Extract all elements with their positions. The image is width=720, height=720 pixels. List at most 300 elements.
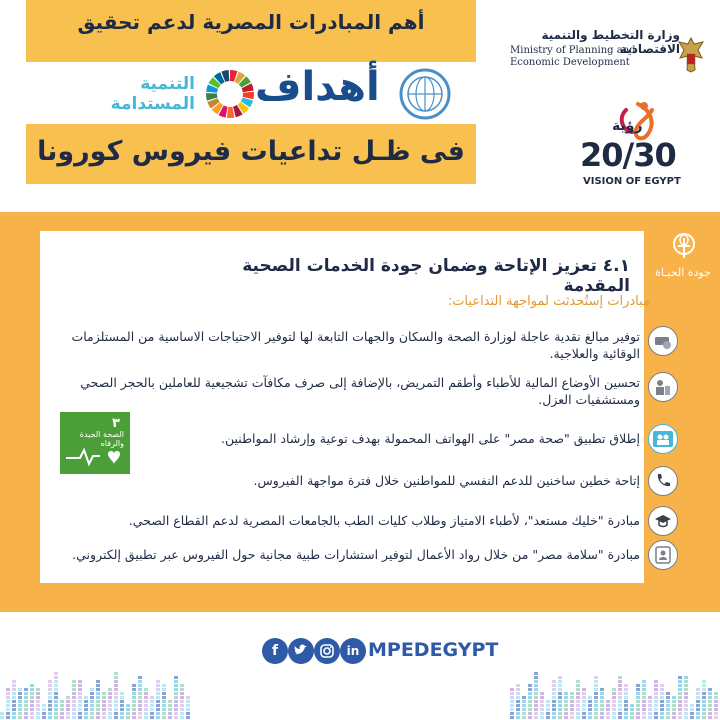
- equalizer-bar: [6, 688, 10, 691]
- equalizer-bar: [612, 716, 616, 719]
- equalizer-bar: [654, 700, 658, 703]
- equalizer-bar: [6, 716, 10, 719]
- equalizer-bar: [576, 704, 580, 707]
- equalizer-bar: [684, 676, 688, 679]
- equalizer-bar: [84, 708, 88, 711]
- equalizer-bar: [516, 712, 520, 715]
- equalizer-bar: [66, 716, 70, 719]
- equalizer-bar: [600, 700, 604, 703]
- equalizer-bar: [132, 704, 136, 707]
- equalizer-bar: [654, 696, 658, 699]
- equalizer-bar: [174, 708, 178, 711]
- equalizer-bar: [546, 704, 550, 707]
- equalizer-bar: [588, 696, 592, 699]
- equalizer-bar: [696, 696, 700, 699]
- equalizer-bar: [558, 692, 562, 695]
- equalizer-bar: [132, 688, 136, 691]
- equalizer-bar: [528, 700, 532, 703]
- equalizer-bar: [180, 688, 184, 691]
- equalizer-bar: [90, 696, 94, 699]
- sdg-title: [95, 74, 195, 114]
- equalizer-bar: [648, 696, 652, 699]
- equalizer-bar: [132, 696, 136, 699]
- equalizer-bar: [114, 716, 118, 719]
- equalizer-bar: [540, 692, 544, 695]
- equalizer-bar: [102, 712, 106, 715]
- equalizer-bar: [642, 684, 646, 687]
- equalizer-bar: [552, 688, 556, 691]
- equalizer-bar: [648, 708, 652, 711]
- equalizer-bar: [624, 708, 628, 711]
- equalizer-bar: [114, 708, 118, 711]
- equalizer-bar: [48, 692, 52, 695]
- equalizer-bar: [666, 716, 670, 719]
- equalizer-bar: [660, 696, 664, 699]
- equalizer-bar: [162, 684, 166, 687]
- equalizer-bar: [186, 708, 190, 711]
- equalizer-bar: [102, 700, 106, 703]
- equalizer-bar: [144, 704, 148, 707]
- equalizer-bar: [156, 708, 160, 711]
- equalizer-bar: [168, 704, 172, 707]
- equalizer-bar: [624, 700, 628, 703]
- equalizer-bar: [144, 708, 148, 711]
- equalizer-bar: [510, 704, 514, 707]
- equalizer-bar: [582, 712, 586, 715]
- equalizer-bar: [702, 716, 706, 719]
- equalizer-bar: [516, 708, 520, 711]
- equalizer-bar: [72, 700, 76, 703]
- equalizer-bar: [534, 692, 538, 695]
- equalizer-bar: [576, 716, 580, 719]
- initiative-item-4: إتاحة خطين ساخنين للدعم النفسي للمواطنين خلال فترة مواجهة الفيروس.: [253, 473, 640, 488]
- equalizer-bar: [630, 712, 634, 715]
- equalizer-bar: [546, 712, 550, 715]
- social-handle[interactable]: MPEDEGYPT: [368, 639, 499, 661]
- equalizer-bar: [528, 688, 532, 691]
- equalizer-bar: [624, 716, 628, 719]
- equalizer-bar: [534, 704, 538, 707]
- equalizer-bar: [552, 700, 556, 703]
- equalizer-bar: [570, 712, 574, 715]
- equalizer-bar: [714, 704, 718, 707]
- sdg-wheel-icon: [206, 70, 254, 118]
- money-icon: [648, 326, 678, 356]
- equalizer-bar: [162, 700, 166, 703]
- sdg-goal-number: ٣: [112, 416, 120, 431]
- vision-label-en: VISION OF EGYPT: [583, 176, 681, 187]
- equalizer-bar: [702, 712, 706, 715]
- equalizer-bar: [702, 692, 706, 695]
- equalizer-bar: [168, 708, 172, 711]
- equalizer-bar: [570, 708, 574, 711]
- equalizer-bar: [18, 712, 22, 715]
- equalizer-bar: [78, 688, 82, 691]
- equalizer-bar: [6, 712, 10, 715]
- equalizer-bar: [168, 712, 172, 715]
- equalizer-bar: [618, 716, 622, 719]
- equalizer-bar: [162, 708, 166, 711]
- equalizer-bar: [666, 708, 670, 711]
- equalizer-bar: [114, 672, 118, 675]
- equalizer-bar: [660, 716, 664, 719]
- equalizer-bar: [114, 680, 118, 683]
- equalizer-bar: [702, 684, 706, 687]
- equalizer-bar: [174, 680, 178, 683]
- equalizer-bar: [126, 712, 130, 715]
- equalizer-bar: [18, 696, 22, 699]
- equalizer-bar: [174, 688, 178, 691]
- equalizer-bar: [78, 680, 82, 683]
- equalizer-bar: [162, 692, 166, 695]
- equalizer-bar: [516, 688, 520, 691]
- equalizer-bar: [138, 692, 142, 695]
- equalizer-bar: [528, 704, 532, 707]
- equalizer-bar: [588, 704, 592, 707]
- equalizer-bar: [516, 696, 520, 699]
- equalizer-bar: [144, 688, 148, 691]
- equalizer-bar: [48, 680, 52, 683]
- equalizer-bar: [180, 700, 184, 703]
- equalizer-bar: [600, 704, 604, 707]
- equalizer-bar: [516, 684, 520, 687]
- equalizer-bar: [672, 712, 676, 715]
- equalizer-bar: [180, 692, 184, 695]
- equalizer-bar: [636, 688, 640, 691]
- equalizer-bar: [90, 716, 94, 719]
- equalizer-bar: [30, 684, 34, 687]
- equalizer-bar: [594, 708, 598, 711]
- equalizer-bar: [660, 688, 664, 691]
- equalizer-bar: [534, 696, 538, 699]
- equalizer-bar: [150, 712, 154, 715]
- equalizer-bar: [576, 684, 580, 687]
- equalizer-bar: [132, 712, 136, 715]
- equalizer-bar: [12, 684, 16, 687]
- equalizer-bar: [612, 712, 616, 715]
- equalizer-bar: [618, 688, 622, 691]
- equalizer-bar: [510, 692, 514, 695]
- initiative-item-5: مبادرة "خليك مستعد"، لأطباء الامتياز وطلاب كليات الطب بالجامعات المصرية لدعم القطاع الصحي.: [128, 513, 640, 528]
- equalizer-bar: [174, 700, 178, 703]
- equalizer-bar: [96, 692, 100, 695]
- equalizer-bar: [114, 700, 118, 703]
- equalizer-bar: [84, 704, 88, 707]
- equalizer-bar: [594, 688, 598, 691]
- equalizer-bar: [0, 712, 4, 715]
- equalizer-bar: [702, 700, 706, 703]
- equalizer-bar: [162, 688, 166, 691]
- equalizer-bar: [132, 708, 136, 711]
- equalizer-bar: [684, 712, 688, 715]
- equalizer-bar: [552, 684, 556, 687]
- equalizer-bar: [588, 712, 592, 715]
- equalizer-bar: [636, 700, 640, 703]
- equalizer-bar: [510, 696, 514, 699]
- section-subtitle: مبادرات إستُحدثت لمواجهة التداعيات:: [447, 294, 650, 309]
- equalizer-bar: [678, 712, 682, 715]
- equalizer-bar: [72, 704, 76, 707]
- equalizer-bar: [552, 704, 556, 707]
- equalizer-bar: [114, 676, 118, 679]
- equalizer-bar: [708, 716, 712, 719]
- equalizer-bar: [108, 688, 112, 691]
- equalizer-bar: [120, 704, 124, 707]
- equalizer-bar: [90, 712, 94, 715]
- equalizer-bar: [48, 700, 52, 703]
- equalizer-bar: [558, 684, 562, 687]
- equalizer-bar: [714, 708, 718, 711]
- equalizer-bar: [696, 688, 700, 691]
- equalizer-bar: [162, 696, 166, 699]
- equalizer-bar: [114, 704, 118, 707]
- equalizer-bar: [114, 712, 118, 715]
- equalizer-bar: [708, 712, 712, 715]
- equalizer-bar: [18, 704, 22, 707]
- equalizer-bar: [534, 672, 538, 675]
- equalizer-bar: [546, 716, 550, 719]
- equalizer-bar: [606, 708, 610, 711]
- equalizer-bar: [42, 708, 46, 711]
- equalizer-bar: [108, 712, 112, 715]
- equalizer-bar: [534, 708, 538, 711]
- medical-staff-icon: [648, 372, 678, 402]
- equalizer-bar: [510, 716, 514, 719]
- equalizer-bar: [78, 712, 82, 715]
- equalizer-bar: [30, 716, 34, 719]
- equalizer-bar: [564, 696, 568, 699]
- equalizer-bar: [114, 692, 118, 695]
- equalizer-bar: [684, 688, 688, 691]
- equalizer-bar: [648, 700, 652, 703]
- equalizer-bar: [126, 704, 130, 707]
- equalizer-bar: [594, 704, 598, 707]
- people-icon: [648, 424, 678, 454]
- equalizer-bar: [12, 696, 16, 699]
- equalizer-bar: [42, 716, 46, 719]
- equalizer-bar: [66, 700, 70, 703]
- equalizer-bar: [30, 712, 34, 715]
- equalizer-bar: [24, 712, 28, 715]
- equalizer-bar: [624, 712, 628, 715]
- equalizer-bar: [36, 692, 40, 695]
- equalizer-bar: [588, 716, 592, 719]
- equalizer-bar: [594, 692, 598, 695]
- equalizer-bar: [96, 716, 100, 719]
- equalizer-bar: [150, 708, 154, 711]
- equalizer-bar: [516, 704, 520, 707]
- equalizer-bar: [540, 712, 544, 715]
- equalizer-bar: [108, 708, 112, 711]
- facebook-icon[interactable]: f: [262, 638, 288, 664]
- heartbeat-icon: [64, 446, 124, 468]
- equalizer-bar: [12, 704, 16, 707]
- equalizer-bar: [696, 700, 700, 703]
- equalizer-bar: [138, 680, 142, 683]
- equalizer-bar: [174, 684, 178, 687]
- initiative-item-3: إطلاق تطبيق "صحة مصر" على الهواتف المحمولة بهدف توعية وإرشاد المواطنين.: [221, 431, 640, 446]
- equalizer-bar: [108, 716, 112, 719]
- equalizer-bar: [678, 716, 682, 719]
- tablet-doctor-icon: [648, 540, 678, 570]
- equalizer-bar: [48, 688, 52, 691]
- equalizer-bar: [534, 684, 538, 687]
- equalizer-bar: [156, 700, 160, 703]
- equalizer-bar: [582, 696, 586, 699]
- equalizer-bar: [516, 692, 520, 695]
- equalizer-bar: [12, 688, 16, 691]
- equalizer-bar: [180, 716, 184, 719]
- equalizer-bar: [114, 696, 118, 699]
- equalizer-bar: [684, 696, 688, 699]
- equalizer-bar: [120, 700, 124, 703]
- equalizer-bar: [642, 696, 646, 699]
- equalizer-bar: [678, 696, 682, 699]
- equalizer-bar: [612, 692, 616, 695]
- equalizer-bar: [594, 712, 598, 715]
- equalizer-bar: [564, 704, 568, 707]
- equalizer-bar: [618, 712, 622, 715]
- equalizer-bar: [666, 696, 670, 699]
- equalizer-bar: [636, 708, 640, 711]
- equalizer-bar: [6, 692, 10, 695]
- equalizer-bar: [528, 716, 532, 719]
- equalizer-bar: [630, 708, 634, 711]
- equalizer-bar: [12, 692, 16, 695]
- header-main-title: فى ظـل تداعيات فيروس كورونا: [37, 136, 465, 167]
- equalizer-bar: [546, 700, 550, 703]
- equalizer-bar: [600, 708, 604, 711]
- equalizer-bar: [54, 712, 58, 715]
- linkedin-icon[interactable]: in: [340, 638, 366, 664]
- equalizer-bar: [138, 708, 142, 711]
- equalizer-bar: [18, 708, 22, 711]
- equalizer-bar: [12, 708, 16, 711]
- equalizer-bar: [6, 704, 10, 707]
- sdg-wheel-segment: [227, 107, 235, 118]
- equalizer-bar: [666, 692, 670, 695]
- equalizer-bar: [510, 708, 514, 711]
- equalizer-bar: [600, 716, 604, 719]
- equalizer-bar: [36, 704, 40, 707]
- equalizer-bar: [72, 716, 76, 719]
- equalizer-bar: [72, 688, 76, 691]
- equalizer-bar: [78, 692, 82, 695]
- equalizer-bar: [138, 684, 142, 687]
- equalizer-bar: [174, 712, 178, 715]
- equalizer-bar: [642, 712, 646, 715]
- equalizer-bar: [174, 716, 178, 719]
- equalizer-bar: [618, 696, 622, 699]
- equalizer-bar: [564, 692, 568, 695]
- equalizer-bar: [528, 712, 532, 715]
- equalizer-bar: [576, 708, 580, 711]
- equalizer-bar: [606, 700, 610, 703]
- equalizer-bar: [654, 712, 658, 715]
- equalizer-bar: [654, 688, 658, 691]
- equalizer-bar: [606, 704, 610, 707]
- equalizer-bar: [0, 716, 4, 719]
- equalizer-bar: [78, 684, 82, 687]
- equalizer-bar: [576, 700, 580, 703]
- equalizer-bar: [90, 692, 94, 695]
- equalizer-bar: [636, 696, 640, 699]
- equalizer-bar: [594, 684, 598, 687]
- equalizer-bar: [114, 688, 118, 691]
- equalizer-bar: [654, 692, 658, 695]
- equalizer-bar: [678, 680, 682, 683]
- equalizer-bar: [678, 708, 682, 711]
- equalizer-bar: [612, 708, 616, 711]
- equalizer-bar: [114, 684, 118, 687]
- equalizer-bar: [582, 704, 586, 707]
- equalizer-bar: [24, 688, 28, 691]
- equalizer-bar: [12, 716, 16, 719]
- equalizer-bar: [36, 688, 40, 691]
- equalizer-bar: [90, 704, 94, 707]
- equalizer-bar: [72, 708, 76, 711]
- equalizer-bar: [36, 712, 40, 715]
- equalizer-bar: [90, 708, 94, 711]
- equalizer-bar: [642, 716, 646, 719]
- equalizer-bar: [78, 700, 82, 703]
- equalizer-bar: [42, 712, 46, 715]
- equalizer-bar: [126, 716, 130, 719]
- equalizer-bar: [162, 716, 166, 719]
- equalizer-bar: [708, 700, 712, 703]
- equalizer-bar: [156, 692, 160, 695]
- equalizer-bar: [528, 684, 532, 687]
- equalizer-bar: [552, 680, 556, 683]
- equalizer-bar: [534, 716, 538, 719]
- equalizer-bar: [582, 700, 586, 703]
- equalizer-bar: [60, 712, 64, 715]
- section-title: ٤.١ تعزيز الإتاحة وضمان جودة الخدمات الصحية المقدمة: [242, 256, 630, 296]
- equalizer-bar: [150, 696, 154, 699]
- equalizer-bar: [564, 700, 568, 703]
- equalizer-bar: [48, 716, 52, 719]
- equalizer-bar: [618, 700, 622, 703]
- equalizer-bar: [696, 704, 700, 707]
- equalizer-bar: [138, 704, 142, 707]
- equalizer-bar: [36, 716, 40, 719]
- equalizer-bar: [708, 688, 712, 691]
- equalizer-bar: [630, 704, 634, 707]
- initiative-item-6: مبادرة "سلامة مصر" من خلال رواد الأعمال لتوفير استشارات طبية مجانية حول الفيروس عبر تطبيق إلكتروني.: [72, 547, 640, 562]
- equalizer-bar: [6, 700, 10, 703]
- equalizer-bar: [150, 704, 154, 707]
- initiative-item-2: تحسين الأوضاع المالية للأطباء وأطقم التمريض، بالإضافة إلى صرف مكافآت تشجيعية للعاملين بالحجر الصحي ومستشفيات العزل.: [80, 375, 640, 407]
- equalizer-bar: [516, 716, 520, 719]
- equalizer-bar: [630, 716, 634, 719]
- equalizer-bar: [144, 716, 148, 719]
- equalizer-bar: [18, 716, 22, 719]
- equalizer-bar: [672, 700, 676, 703]
- equalizer-bar: [132, 684, 136, 687]
- equalizer-bar: [570, 696, 574, 699]
- equalizer-bar: [24, 708, 28, 711]
- equalizer-bar: [156, 712, 160, 715]
- equalizer-bar: [576, 696, 580, 699]
- equalizer-bar: [684, 680, 688, 683]
- equalizer-bar: [96, 712, 100, 715]
- equalizer-bar: [54, 716, 58, 719]
- equalizer-bar: [54, 680, 58, 683]
- equalizer-bar: [168, 716, 172, 719]
- equalizer-bar: [582, 692, 586, 695]
- equalizer-bar: [540, 696, 544, 699]
- equalizer-bar: [180, 708, 184, 711]
